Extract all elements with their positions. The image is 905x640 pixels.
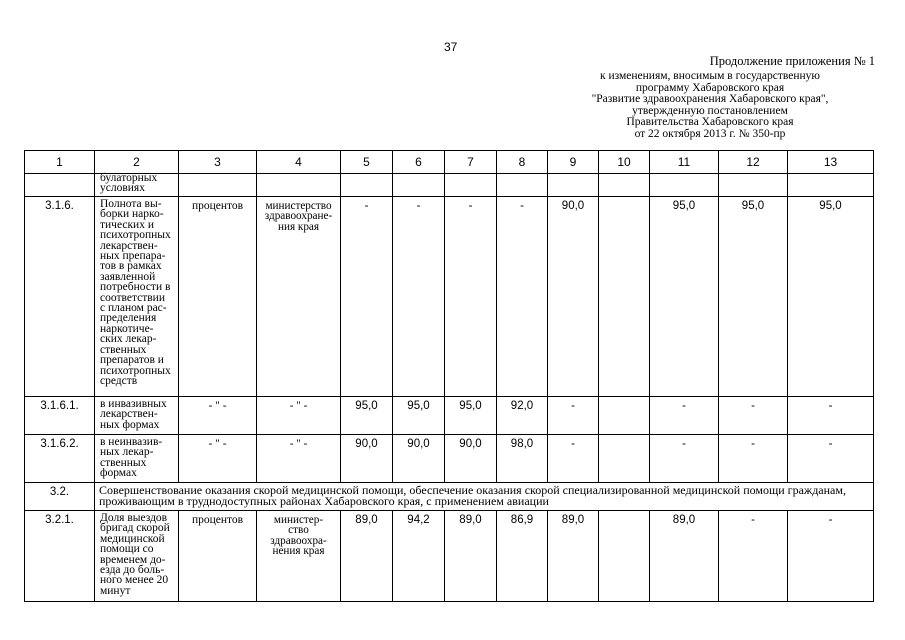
value-cell: - [719,397,788,435]
appendix-line: утвержденную постановлением [632,104,788,117]
table-row-3-1-6-1 [25,397,874,435]
value-cell [599,197,650,397]
name-line: в инвазивных [100,398,167,410]
column-header: 1 [25,151,95,174]
value-cell: - [788,435,874,483]
section-number: 3.2. [25,483,95,511]
name-line: бригад скорой [100,522,170,535]
value-cell: 94,2 [393,511,445,602]
value-cell: 90,0 [393,435,445,483]
value-cell [599,435,650,483]
appendix-line: "Развитие здравоохранения Хабаровского края", [591,93,829,106]
name-line: тических и [100,218,154,231]
responsible-line: здравоохра- [270,534,327,547]
column-header: 5 [341,151,393,174]
value-cell: - [719,435,788,483]
value-cell: 89,0 [650,511,719,602]
name-line: заявленной [100,270,156,283]
value-cell: 98,0 [497,435,548,483]
name-line: формах [100,467,137,480]
value-cell: - [719,511,788,602]
name-line: езда до боль- [100,564,165,577]
name-line: условиях [100,181,145,194]
value-cell: - [445,197,497,397]
value-cell: 95,0 [341,397,393,435]
appendix-line: программу Хабаровского края [635,81,785,94]
name-line: ственных [100,343,147,356]
unit-cell: процентов [179,197,257,397]
responsible-line: ния края [277,220,320,233]
name-cell [95,435,179,483]
name-line: лекарствен- [100,239,158,252]
appendix-details [580,71,840,141]
column-header: 3 [179,151,257,174]
column-header: 9 [548,151,599,174]
value-cell: 92,0 [497,397,548,435]
value-cell: - [788,511,874,602]
name-line: ственных [100,456,147,469]
column-header: 7 [445,151,497,174]
appendix-line: к изменениям, вносимым в государственную [600,70,820,82]
value-cell: 95,0 [719,197,788,397]
value-cell: - [497,197,548,397]
row-number: 3.1.6. [25,197,95,397]
column-header: 2 [95,151,179,174]
responsible-cell: - " - [257,435,341,483]
section-title: Совершенствование оказания скорой медицинской помощи, обеспечение оказания скорой специализированной медицинской помощи гражданам, проживающим в труднодоступных районах Хабаровского края, с применением авиации [95,483,874,511]
row-number: 3.1.6.2. [25,435,95,483]
name-line: булаторных [100,172,158,184]
column-header: 6 [393,151,445,174]
name-line: борки нарко- [100,208,164,221]
name-cell [95,197,179,397]
unit-cell: процентов [179,511,257,602]
appendix-title: Продолжение приложения № 1 [709,54,875,68]
value-cell [599,397,650,435]
value-cell: - [650,435,719,483]
responsible-line: здравоохране- [264,210,333,223]
value-cell [599,511,650,602]
value-cell: 86,9 [497,511,548,602]
value-cell: 89,0 [341,511,393,602]
unit-cell: - " - [179,397,257,435]
value-cell: - [341,197,393,397]
column-header: 8 [497,151,548,174]
value-cell: - [788,397,874,435]
column-header: 12 [719,151,788,174]
name-line: средств [100,374,138,387]
column-header: 13 [788,151,874,174]
row-number: 3.1.6.1. [25,397,95,435]
table-row-continuation [25,174,874,197]
table-row-3-1-6-2 [25,435,874,483]
name-line: помощи со [100,543,154,556]
table-row-3-2-1 [25,511,874,602]
value-cell: - [650,397,719,435]
name-line: Доля выездов [100,512,168,524]
name-line: ных лекар- [100,446,154,459]
responsible-cell: - " - [257,397,341,435]
name-cell [95,511,179,602]
value-cell: - [548,435,599,483]
responsible-line: министерство [265,200,332,212]
column-header: 10 [599,151,650,174]
value-cell: 90,0 [341,435,393,483]
table-section-3-2 [25,483,874,511]
name-line: ных препара- [100,250,166,263]
name-line: препаратов и [100,354,164,367]
value-cell: 95,0 [650,197,719,397]
name-line: ных формах [100,418,160,431]
name-line: тов в рамках [100,260,162,273]
value-cell: 89,0 [445,511,497,602]
value-cell: - [548,397,599,435]
unit-cell: - " - [179,435,257,483]
name-line: с планом рас- [100,302,167,315]
indicators-table [24,150,874,602]
name-line: Полнота вы- [100,198,162,210]
appendix-line: Правительства Хабаровского края [626,116,794,129]
name-line: временем до- [100,553,166,566]
name-line: психотропных [100,229,171,242]
name-line: психотропных [100,364,171,377]
row-number: 3.2.1. [25,511,95,602]
name-line: пределения [100,312,157,325]
name-line: в неинвазив- [100,436,163,448]
value-cell: 95,0 [393,397,445,435]
name-line: ного менее 20 [100,574,169,587]
name-line: минут [100,584,131,597]
responsible-line: министер- [273,514,324,526]
responsible-line: нения края [272,545,325,558]
value-cell: 95,0 [788,197,874,397]
value-cell: 90,0 [548,197,599,397]
column-header: 11 [650,151,719,174]
name-cell [95,397,179,435]
name-line: наркотиче- [100,322,154,335]
responsible-line: ство [288,524,309,537]
value-cell: 89,0 [548,511,599,602]
responsible-cell [257,197,341,397]
name-line: медицинской [100,532,165,545]
value-cell: 95,0 [445,397,497,435]
name-line: соответствии [100,291,165,304]
name-line: потребности в [100,281,171,294]
value-cell: 90,0 [445,435,497,483]
name-line: лекарствен- [100,408,158,421]
table-row-3-1-6 [25,197,874,397]
name-line: ских лекар- [100,333,157,346]
responsible-cell [257,511,341,602]
appendix-line: от 22 октября 2013 г. № 350-пр [634,127,786,140]
value-cell: - [393,197,445,397]
name-cell [95,174,179,197]
page-number: 37 [444,40,458,54]
table-header-row [25,151,874,174]
column-header: 4 [257,151,341,174]
